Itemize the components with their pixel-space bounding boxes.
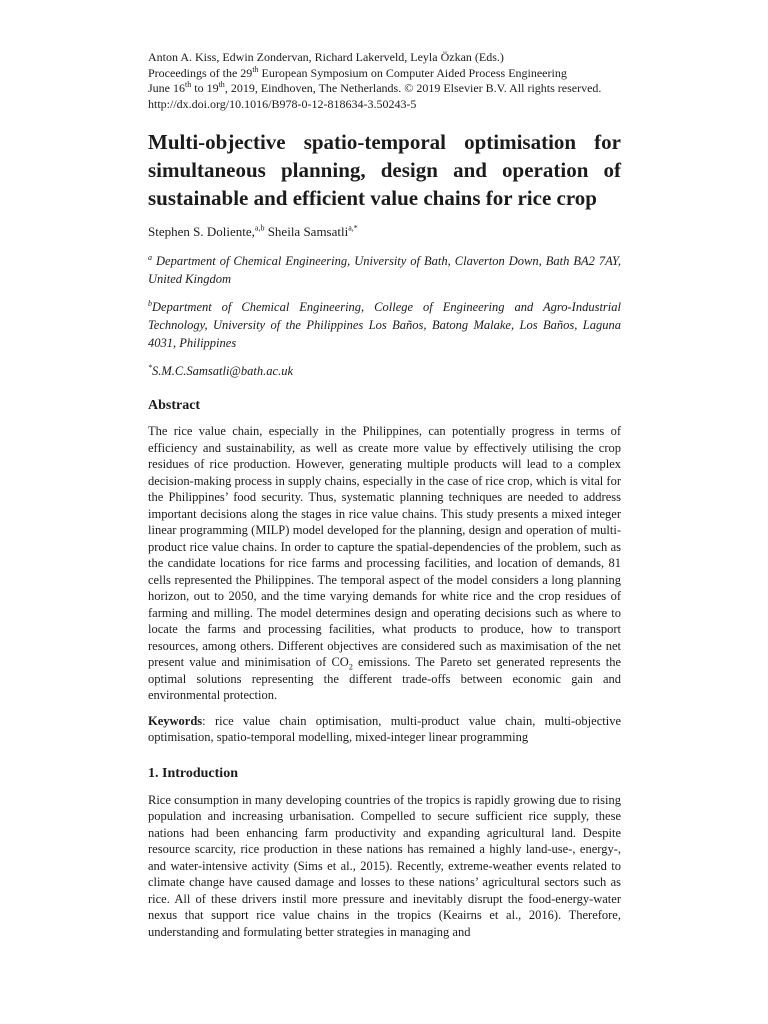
introduction-text: Rice consumption in many developing countries of the tropics is rapidly growing due to rising population and increasing urbanisation. Compelled to secure sufficient rice supply, these nations had been enhancing farm productivity and expanding agricultural land. Despite resource scarcity, rice production in these nations has remained a highly land-use-, energy-, and water-intensive activity (Sims et al., 2015). Recently, extreme-weather events related to climate change have caused damage and losses to these nations’ agricultural sectors such as rice. All of these drivers instil more pressure and inevitably disrupt the food-energy-water nexus that support rice value chains in the tropics (Keairns et al., 2016). Therefore, understanding and formulating better strategies in managing and [148, 792, 621, 939]
proceedings-line [148, 66, 621, 82]
keywords [148, 713, 621, 746]
abstract-heading: Abstract [148, 398, 201, 414]
date-mid: to 19 [191, 81, 219, 96]
doi-link[interactable]: http://dx.doi.org/10.1016/B978-0-12-818634-3.50243-5 [148, 96, 417, 111]
paper-title: Multi-objective spatio-temporal optimisation for simultaneous planning, design and operation of sustainable and efficient value chains for rice crop [148, 130, 621, 211]
author-list [148, 223, 621, 240]
corresponding-email [148, 362, 621, 380]
abstract-text-main: The rice value chain, especially in the Philippines, can potentially progress in terms of efficiency and sustainability, as well as create more value by effectively utilising the crop residues of rice production. However, generating multiple products will lead to a complex decision-making process in supply chains, especially in the case of rice crop, which is vital for the Philippines’ food security. Thus, systematic planning techniques are needed to address important decisions along the stages in rice value chains. This study presents a mixed integer linear programming (MILP) model developed for the planning, design and operation of multi-product rice value chains. In order to capture the spatial-dependencies of the problem, such as the candidate locations for rice farms and processing facilities, and location of demands, 81 cells represented the Philippines. The temporal aspect of the model considers a long planning horizon, out to 2050, and the time varying demands for white rice and the crop residues of farming and milling. The model determines design and operating decisions such as where to locate the farms and processing facilities, what products to produce, how to transport resources, among others. Different objectives are considered such as maximisation of the net present value and minimisation of CO [148, 424, 621, 670]
author-samsatli-affil: a,* [348, 224, 358, 234]
email-marker: * [148, 363, 152, 373]
proceedings-pre: Proceedings of the 29 [148, 65, 253, 80]
date-pre: June 16 [148, 81, 185, 96]
abstract-text-end: emissions. The Pareto set generated represents the optimal solutions representing the different trade-offs between economic gain and environmental protection. [148, 655, 622, 703]
author-doliente-affil: a,b [254, 224, 265, 234]
abstract-text [148, 423, 621, 704]
proceedings-header [148, 50, 621, 112]
affiliation-b-text: Department of Chemical Engineering, College of Engineering and Agro-Industrial Technology, University of the Philippines Los Baños, Batong Malake, Los Baños, Laguna 4031, Philippines [148, 300, 621, 351]
keywords-label: Keywords [148, 713, 203, 728]
proceedings-post: European Symposium on Computer Aided Process Engineering [258, 65, 567, 80]
date-ordinal-1: th [185, 80, 192, 90]
introduction-heading: 1. Introduction [148, 765, 238, 781]
affiliation-b-marker: b [148, 299, 152, 309]
date-post: , 2019, Eindhoven, The Netherlands. © 2019 Elsevier B.V. All rights reserved. [224, 81, 602, 96]
date-ordinal-2: th [218, 80, 225, 90]
affiliation-a-text: Department of Chemical Engineering, University of Bath, Claverton Down, Bath BA2 7AY, United Kingdom [148, 254, 621, 287]
affiliation-a-marker: a [148, 253, 152, 263]
date-line [148, 81, 621, 97]
proceedings-ordinal: th [252, 64, 259, 74]
email-address[interactable]: S.M.C.Samsatli@bath.ac.uk [152, 364, 294, 379]
author-doliente: Stephen S. Doliente, [148, 224, 255, 240]
author-samsatli: Sheila Samsatli [264, 224, 349, 240]
paper-page [148, 50, 621, 940]
editors-line: Anton A. Kiss, Edwin Zondervan, Richard Lakerveld, Leyla Özkan (Eds.) [148, 50, 504, 64]
affiliation-b [148, 298, 621, 352]
affiliation-a [148, 252, 621, 288]
keywords-text: : rice value chain optimisation, multi-product value chain, multi-objective optimisation, spatio-temporal modelling, mixed-integer linear programming [148, 713, 621, 745]
co2-subscript: 2 [348, 662, 353, 672]
